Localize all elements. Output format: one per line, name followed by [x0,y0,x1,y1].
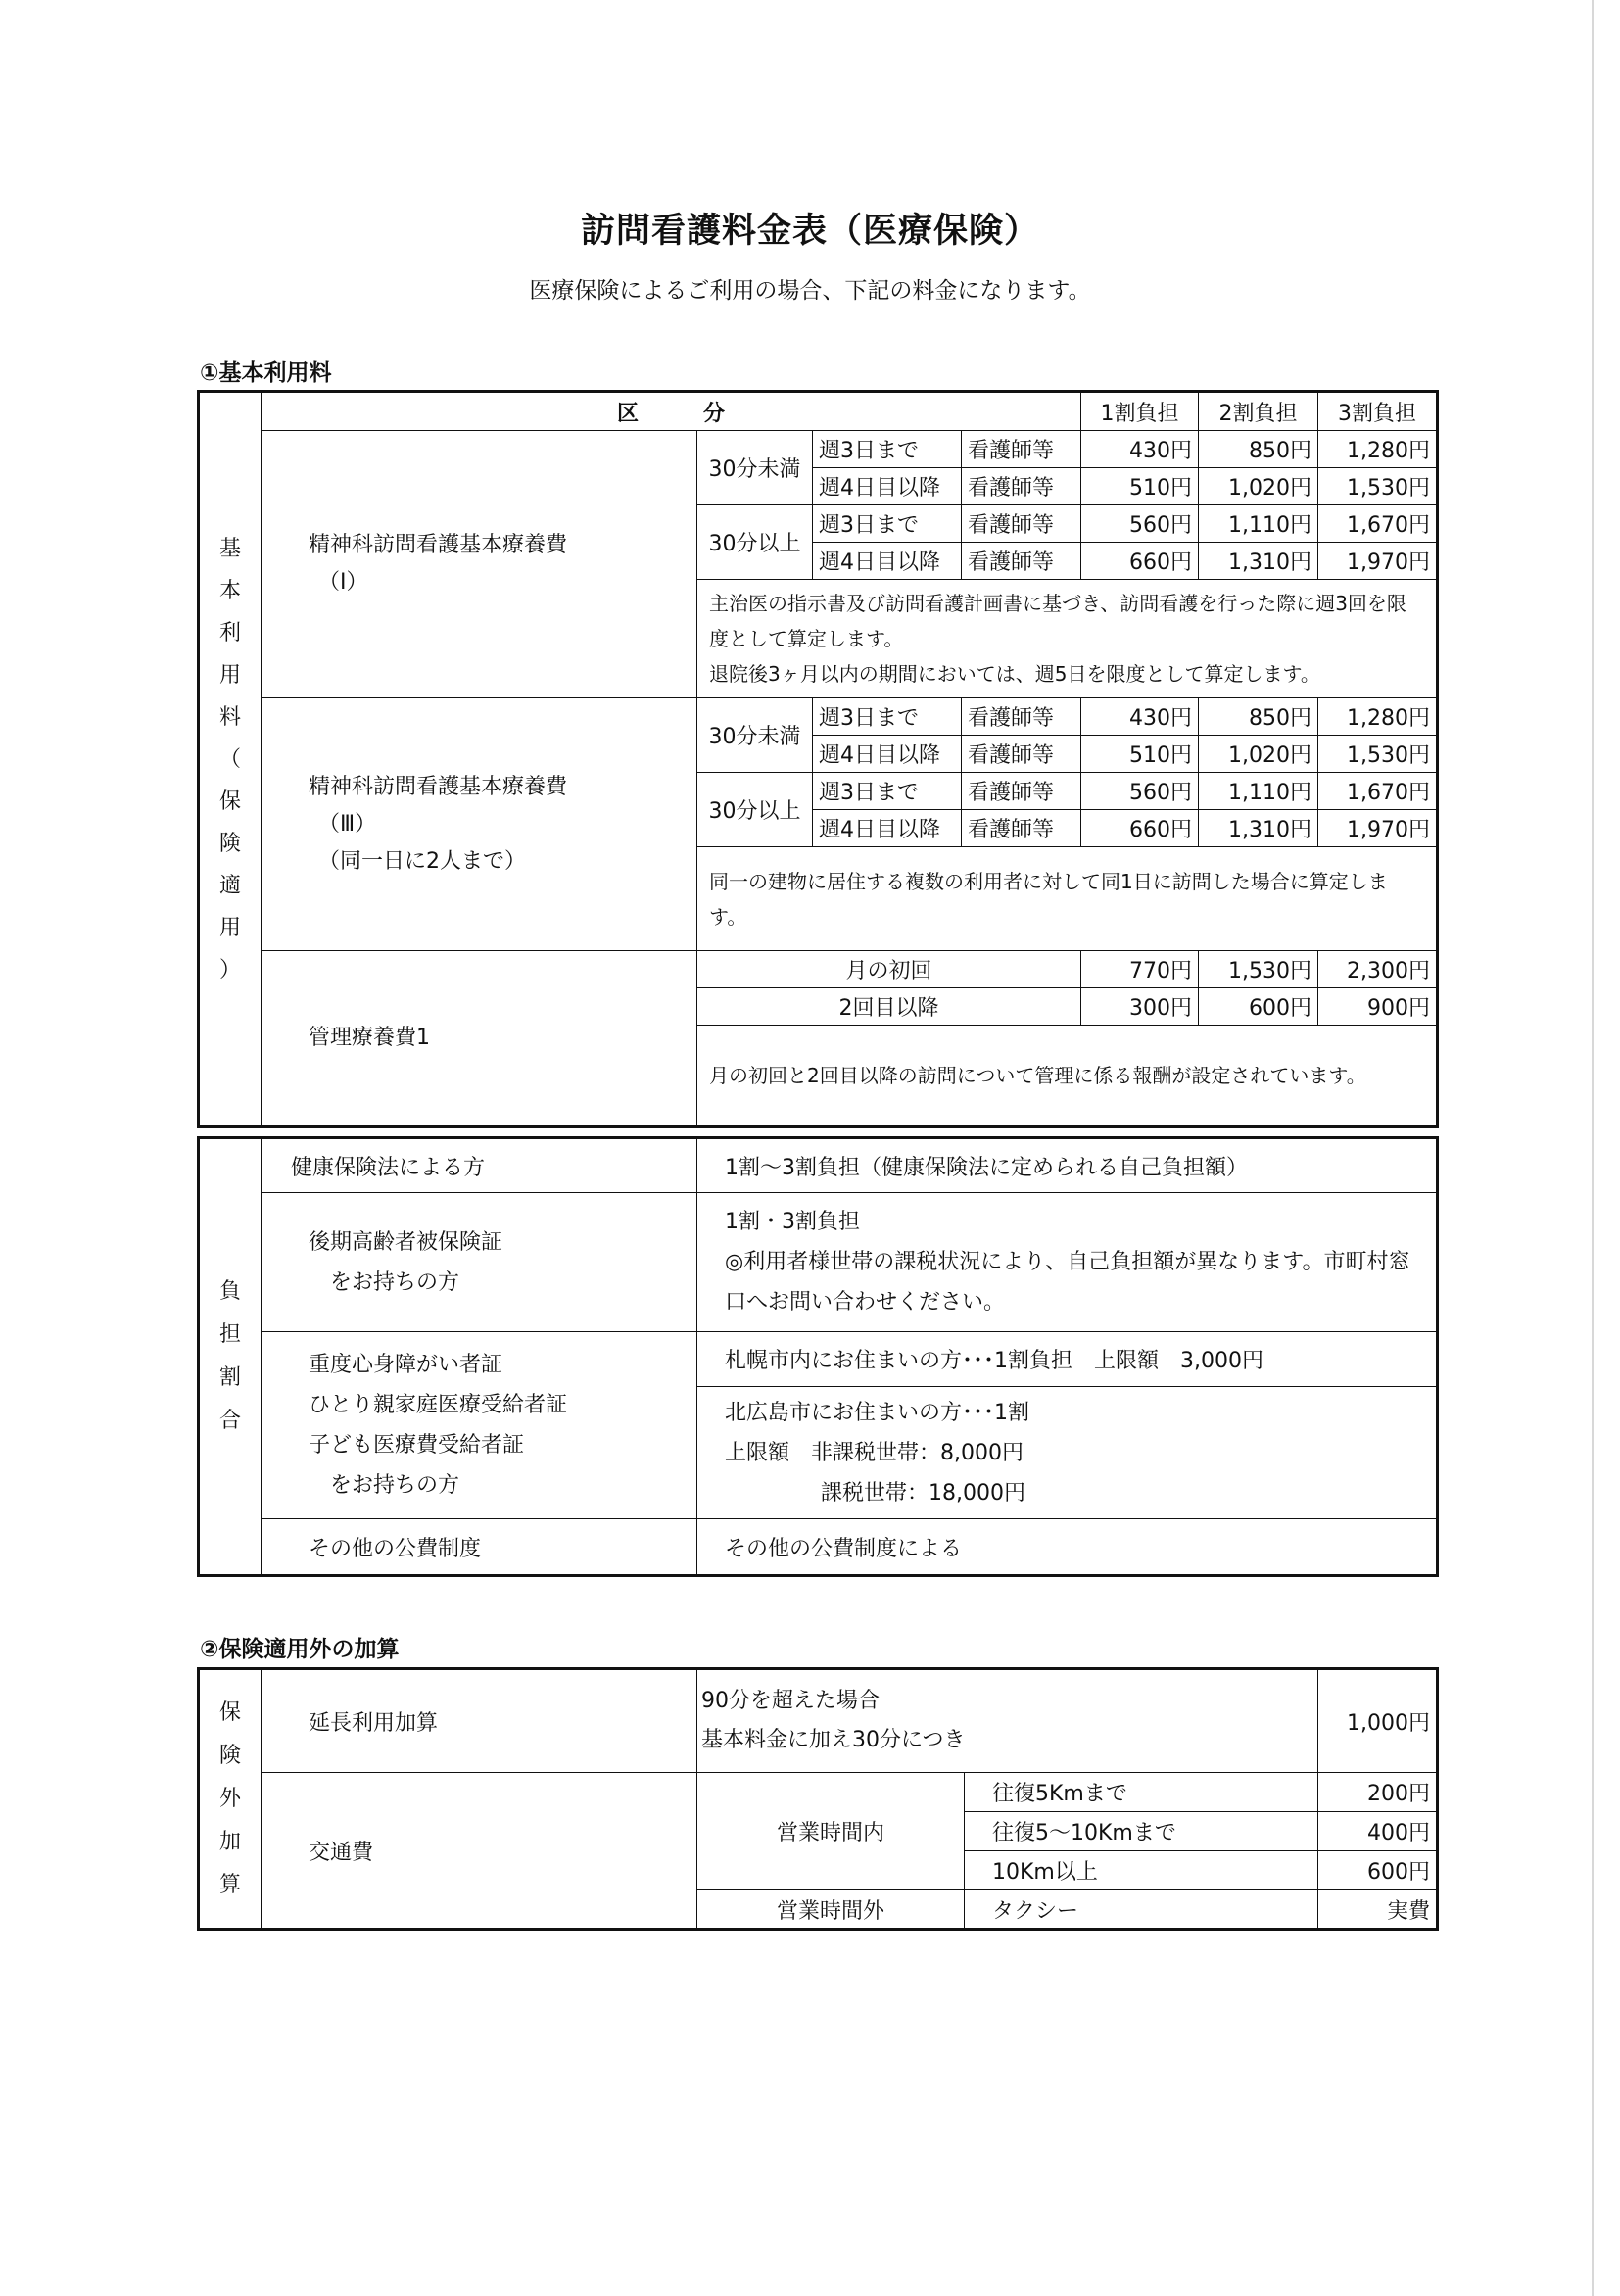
extra-side-label: 保 険 外 加 算 [199,1669,262,1930]
block2-name: 精神科訪問看護基本療養費 （Ⅲ） （同一日に2人まで） [262,698,697,951]
staff-cell: 看護師等 [962,736,1081,773]
burden-row3-right-b: 北広島市にお住まいの方･･･1割 上限額 非課税世帯：8,000円 課税世帯：18,000円 [697,1387,1438,1519]
header-2wari: 2割負担 [1199,392,1318,431]
table-row [199,431,1438,468]
block1-name: 精神科訪問看護基本療養費 （Ⅰ） [262,431,697,698]
price-cell: 430円 [1081,698,1199,736]
table-row [199,1138,1438,1193]
basic-fee-table [197,390,1439,1128]
block2-under30: 30分未満 [697,698,813,773]
price-cell: 200円 [1318,1773,1438,1812]
price-cell: 1,670円 [1318,505,1438,543]
price-cell: 1,310円 [1199,543,1318,580]
freq-cell: 週3日まで [813,773,962,810]
price-cell: 1,110円 [1199,773,1318,810]
block1-under30: 30分未満 [697,431,813,505]
distance-cell: 往復5～10Kmまで [965,1812,1318,1851]
staff-cell: 看護師等 [962,773,1081,810]
transport-in-hours: 営業時間内 [697,1773,965,1890]
page-title: 訪問看護料金表（医療保険） [580,212,1039,251]
price-cell: 1,530円 [1199,951,1318,988]
staff-cell: 看護師等 [962,543,1081,580]
scan-edge-line [1592,0,1594,2296]
burden-row4-left: その他の公費制度 [262,1519,697,1576]
staff-cell: 看護師等 [962,810,1081,847]
price-cell: 1,000円 [1318,1669,1438,1773]
price-cell: 300円 [1081,988,1199,1026]
price-cell: 560円 [1081,773,1199,810]
burden-table [197,1136,1439,1577]
distance-cell: 往復5Kmまで [965,1773,1318,1812]
freq-cell: 週3日まで [813,431,962,468]
table-row [199,1519,1438,1576]
table-row [199,698,1438,736]
price-cell: 660円 [1081,543,1199,580]
block2-over30: 30分以上 [697,773,813,847]
table-row [199,951,1438,988]
price-cell: 実費 [1318,1890,1438,1930]
staff-cell: 看護師等 [962,505,1081,543]
block3-name: 管理療養費1 [262,951,697,1127]
block1-over30: 30分以上 [697,505,813,580]
header-kubun: 区 分 [262,392,1081,431]
price-cell: 1,020円 [1199,468,1318,505]
extra-fee-table [197,1667,1439,1931]
price-cell: 600円 [1318,1851,1438,1890]
freq-cell: 週3日まで [813,505,962,543]
staff-cell: 看護師等 [962,698,1081,736]
burden-row2-left: 後期高齢者被保険証 をお持ちの方 [262,1193,697,1332]
freq-cell: 週4日目以降 [813,468,962,505]
block3-note: 月の初回と2回目以降の訪問について管理に係る報酬が設定されています。 [697,1026,1438,1127]
price-cell: 770円 [1081,951,1199,988]
price-cell: 510円 [1081,736,1199,773]
mgmt-row-label: 月の初回 [697,951,1081,988]
price-cell: 1,670円 [1318,773,1438,810]
price-cell: 1,110円 [1199,505,1318,543]
price-cell: 1,280円 [1318,431,1438,468]
staff-cell: 看護師等 [962,468,1081,505]
price-cell: 560円 [1081,505,1199,543]
table-row [199,1669,1438,1773]
price-cell: 850円 [1199,431,1318,468]
transport-out-hours: 営業時間外 [697,1890,965,1930]
freq-cell: 週4日目以降 [813,543,962,580]
burden-row3-left: 重度心身障がい者証 ひとり親家庭医療受給者証 子ども医療費受給者証 をお持ちの方 [262,1332,697,1519]
burden-row3-right-a: 札幌市内にお住まいの方･･･1割負担 上限額 3,000円 [697,1332,1438,1387]
price-cell: 660円 [1081,810,1199,847]
freq-cell: 週3日まで [813,698,962,736]
table-row [199,1773,1438,1812]
burden-row1-right: 1割～3割負担（健康保険法に定められる自己負担額） [697,1138,1438,1193]
price-cell: 1,530円 [1318,736,1438,773]
distance-cell: タクシー [965,1890,1318,1930]
extension-label: 延長利用加算 [262,1669,697,1773]
burden-side-label: 負 担 割 合 [199,1138,262,1576]
section1-label: ①基本利用料 [200,360,332,386]
price-cell: 400円 [1318,1812,1438,1851]
burden-row4-right: その他の公費制度による [697,1519,1438,1576]
block2-note: 同一の建物に居住する複数の利用者に対して同1日に訪問した場合に算定します。 [697,847,1438,951]
price-cell: 900円 [1318,988,1438,1026]
header-3wari: 3割負担 [1318,392,1438,431]
burden-row1-left: 健康保険法による方 [262,1138,697,1193]
table-row [199,1193,1438,1332]
burden-row2-right: 1割・3割負担 ◎利用者様世帯の課税状況により、自己負担額が異なります。市町村窓口へお問い合わせください。 [697,1193,1438,1332]
freq-cell: 週4日目以降 [813,810,962,847]
price-cell: 600円 [1199,988,1318,1026]
price-cell: 2,300円 [1318,951,1438,988]
price-cell: 1,280円 [1318,698,1438,736]
block1-note: 主治医の指示書及び訪問看護計画書に基づき、訪問看護を行った際に週3回を限度として算定します。 退院後3ヶ月以内の期間においては、週5日を限度として算定します。 [697,580,1438,698]
staff-cell: 看護師等 [962,431,1081,468]
price-cell: 1,020円 [1199,736,1318,773]
price-cell: 1,970円 [1318,543,1438,580]
header-1wari: 1割負担 [1081,392,1199,431]
distance-cell: 10Km以上 [965,1851,1318,1890]
basic-fee-side-label: 基 本 利 用 料 （ 保 険 適 用 ） [199,392,262,1127]
price-cell: 1,970円 [1318,810,1438,847]
price-cell: 510円 [1081,468,1199,505]
extension-desc: 90分を超えた場合 基本料金に加え30分につき [697,1669,1318,1773]
mgmt-row-label: 2回目以降 [697,988,1081,1026]
price-cell: 430円 [1081,431,1199,468]
table-row [199,1332,1438,1387]
section2-label: ②保険適用外の加算 [200,1637,400,1662]
page-subtitle: 医療保険によるご利用の場合、下記の料金になります。 [529,278,1091,304]
price-cell: 850円 [1199,698,1318,736]
freq-cell: 週4日目以降 [813,736,962,773]
transport-label: 交通費 [262,1773,697,1930]
price-cell: 1,310円 [1199,810,1318,847]
price-cell: 1,530円 [1318,468,1438,505]
